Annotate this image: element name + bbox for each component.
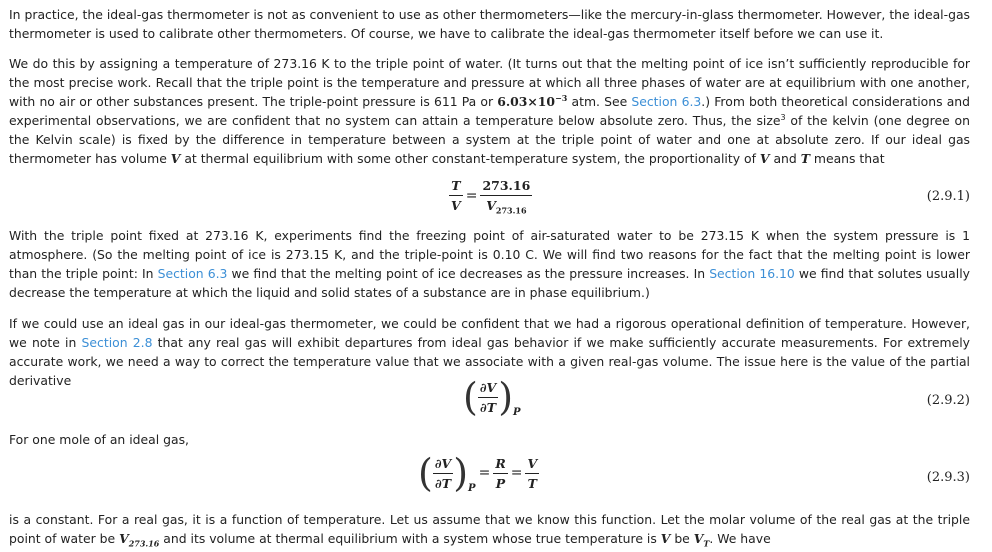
paragraph-text: With the triple point fixed at 273.16 K, experiments find the freezing point of air-saturated water to be 273.15 K when the system pressure is 1 atmosphere. (So the melting point of ice is 273.15 K, and the triple-point is 0.10 C. We will find two reasons for the fact that the melting point is lower than the triple point: In [9,228,970,281]
link-section-2-8[interactable]: Section 2.8 [81,335,153,350]
paragraph-molar-volume [9,510,970,548]
equation-body [418,451,539,495]
paragraph-text: . We have [709,531,771,546]
fraction-numerator: R [493,456,507,474]
paragraph-text: be [670,531,694,546]
math-pressure-base: 6.03×10 [497,94,556,109]
equation-2-9-1 [0,178,992,218]
math-v273 [119,531,160,549]
fraction-numerator: T [449,178,463,196]
math-base: V [693,531,704,546]
constant-pressure-subscript: P [468,482,476,494]
paragraph-text: atm. See [567,94,632,109]
link-section-6-3[interactable]: Section 6.3 [631,94,702,109]
partial-derivative-fraction [433,456,453,491]
fraction-r-over-p [493,456,507,491]
paragraph-text: means that [809,151,885,166]
constant-pressure-subscript: P [513,406,521,418]
paragraph-freezing-point [9,226,970,302]
math-vt [693,531,710,549]
paragraph-text: at thermal equilibrium with some other constant-temperature system, the proportionality of [180,151,760,166]
paragraph-text: If we could use an ideal gas in our ideal-gas thermometer, we could be confident that we had a rigorous operational definition of temperature. However, we note in [9,316,970,350]
fraction-denominator: T [527,475,537,491]
fraction-273-over-v273 [480,178,532,216]
equals-sign: = [465,187,478,204]
fraction-numerator: V [525,456,539,474]
paragraph-one-mole [9,430,970,449]
paragraph-text: of the kelvin (one degree on the Kelvin scale) is fixed by the difference in temperature between a system at the triple point of water and one at absolute zero. If our ideal gas thermometer has volume [9,113,970,166]
math-variable-v: V [170,151,181,166]
math-subscript: 273.16 [128,538,160,549]
fraction-denominator: V [451,198,461,213]
footnote-marker[interactable]: 3 [780,112,786,122]
math-variable-t: T [800,151,810,166]
paragraph-text: We do this by assigning a temperature of 273.16 K to the triple point of water. (It turns out that the melting point of ice isn’t sufficiently reproducible for the most precise work. Recall that the triple point is the temperature and pressure at which all three phases of water are at equilibrium with one another, with no air or other substances present. The triple-point pressure is 611 Pa or [9,56,970,109]
equals-sign: = [478,465,491,481]
fraction-t-over-v [449,178,463,213]
link-section-6-3[interactable]: Section 6.3 [157,266,228,281]
fraction-denominator: ∂T [435,475,452,491]
fraction-numerator: ∂V [433,456,453,474]
paragraph-text: and its volume at thermal equilibrium with a system whose true temperature is [159,531,661,546]
equation-2-9-3 [0,451,992,500]
equation-body [463,375,521,419]
equation-2-9-2 [0,375,992,424]
paragraph-text: .) From both theoretical considerations and experimental observations, we are confident that no system can attain a temperature below absolute zero. Thus, the size [9,94,971,128]
equation-number: (2.9.2) [926,393,970,408]
fraction-v-over-t [525,456,539,491]
paragraph-text: we find that solutes usually decrease the temperature at which the liquid and solid states of a substance are in phase equilibrium.) [9,266,970,300]
partial-derivative-fraction [478,380,498,415]
fraction-denominator: ∂T [480,399,497,415]
fraction-denominator: P [495,475,506,491]
paragraph-triple-point [9,54,970,168]
math-pressure [497,94,567,109]
math-base: V [119,531,129,546]
math-variable-v: V [660,531,671,546]
link-section-16-10[interactable]: Section 16.10 [709,266,795,281]
paragraph-text: we find that the melting point of ice decreases as the pressure increases. In [227,266,710,281]
right-parenthesis: ) [498,375,514,419]
fraction-denominator-base: V [486,198,496,213]
math-subscript: T [703,538,710,549]
paragraph-text: that any real gas will exhibit departures from ideal gas behavior if we make sufficiently accurate measurements. For extremely accurate work, we need a way to correct the temperature value that we associate with a given real-gas volume. The issue here is the value of the partial derivative [9,335,970,388]
paragraph-text: and [769,151,801,166]
equation-number: (2.9.3) [926,470,970,485]
math-pressure-exponent: −3 [555,92,568,103]
math-variable-v: V [759,151,770,166]
paragraph-calibration-intro [9,5,970,43]
fraction-numerator: 273.16 [480,178,532,196]
equation-body [449,178,532,216]
paragraph-text: is a constant. For a real gas, it is a function of temperature. Let us assume that we know this function. Let the molar volume of the real gas at the triple point of water be [9,512,970,546]
equals-sign: = [510,465,523,481]
paragraph-text: For one mole of an ideal gas, [9,432,189,447]
right-parenthesis: ) [453,451,469,495]
fraction-denominator-subscript: 273.16 [495,205,527,216]
fraction-numerator: ∂V [478,380,498,398]
equation-number: (2.9.1) [926,189,970,204]
paragraph-text: In practice, the ideal-gas thermometer is not as convenient to use as other thermometers—like the mercury-in-glass thermometer. However, the ideal-gas thermometer is used to calibrate other thermometers. Of course, we have to calibrate the ideal-gas thermometer itself before we can use it. [9,7,970,41]
left-parenthesis: ( [418,451,433,495]
left-parenthesis: ( [463,375,478,419]
